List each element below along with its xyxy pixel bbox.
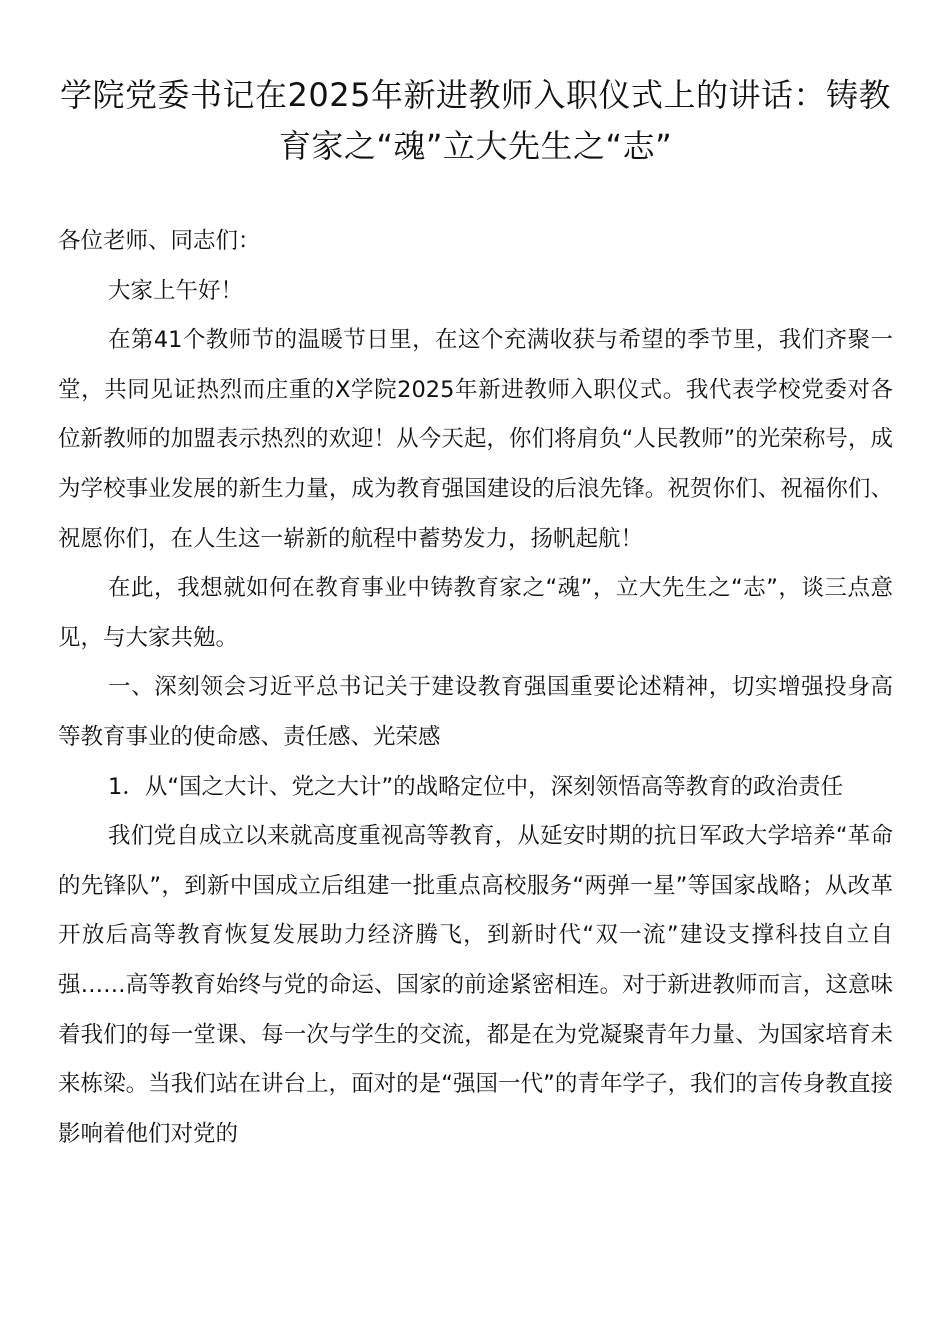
paragraph-body: 我们党自成立以来就高度重视高等教育，从延安时期的抗日军政大学培养“革命的先锋队”，到新中国成立后组建一批重点高校服务“两弹一星”等国家战略；从改革开放后高等教育恢复发展助力经济腾飞，到新时代“双一流”建设支撑科技自立自强……高等教育始终与党的命运、国家的前途紧密相连。对于新进教师而言，这意味着我们的每一堂课、每一次与学生的交流，都是在为党凝聚青年力量、为国家培育未来栋梁。当我们站在讲台上，面对的是“强国一代”的青年学子，我们的言传身教直接影响着他们对党的 <box>58 823 893 1147</box>
document-body <box>58 217 893 1159</box>
subsection-heading-1-1: 1．从“国之大计、党之大计”的战略定位中，深刻领悟高等教育的政治责任 <box>108 773 844 800</box>
section-heading-1: 一、深刻领会习近平总书记关于建设教育强国重要论述精神，切实增强投身高等教育事业的使命感、责任感、光荣感 <box>58 674 893 750</box>
salutation: 各位老师、同志们： <box>58 228 261 254</box>
document-title: 学院党委书记在2025年新进教师入职仪式上的讲话：铸教育家之“魂”立大先生之“志” <box>60 76 891 165</box>
greeting: 大家上午好！ <box>108 277 244 304</box>
paragraph-welcome: 在第41个教师节的温暖节日里，在这个充满收获与希望的季节里，我们齐聚一堂，共同见证热烈而庄重的X学院2025年新进教师入职仪式。我代表学校党委对各位新教师的加盟表示热烈的欢迎！从今天起，你们将肩负“人民教师”的光荣称号，成为学校事业发展的新生力量，成为教育强国建设的后浪先锋。祝贺你们、祝福你们、祝愿你们，在人生这一崭新的航程中蓄势发力，扬帆起航！ <box>58 327 893 552</box>
paragraph-intro: 在此，我想就如何在教育事业中铸教育家之“魂”，立大先生之“志”，谈三点意见，与大家共勉。 <box>58 575 893 651</box>
document-page <box>58 70 893 1159</box>
